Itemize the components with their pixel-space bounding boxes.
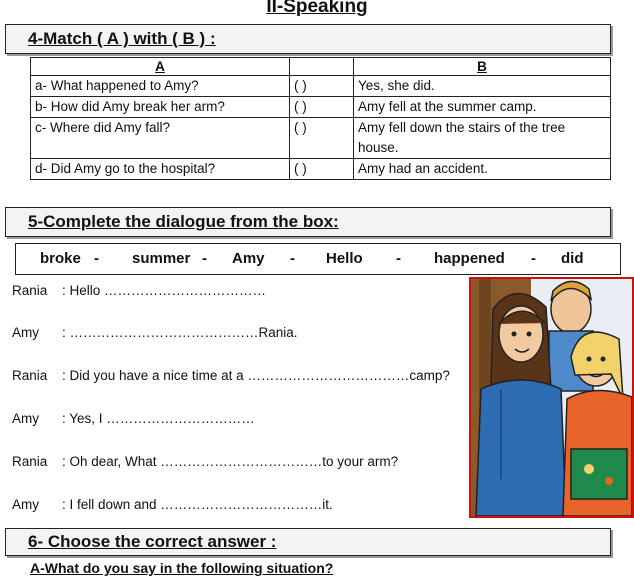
word-box [15, 243, 621, 275]
section4-heading: 4-Match ( A ) with ( B ) : [28, 29, 216, 48]
section4-header [5, 24, 611, 54]
dialogue-line [12, 497, 333, 512]
dialogue-text: : ……………………………………Rania. [62, 325, 298, 340]
speaker-name: Amy [12, 325, 39, 340]
dialogue-line [12, 283, 266, 298]
row-a-question: c- Where did Amy fall? [31, 118, 290, 159]
dialogue-text: : I fell down and ………………………………it. [62, 497, 333, 512]
table-row [31, 159, 611, 180]
row-b-answer: Amy fell down the stairs of the tree house. [354, 118, 611, 159]
dialogue-line [12, 411, 255, 426]
col-b-header: B [354, 58, 611, 76]
word-separator: - [94, 250, 99, 267]
speaker-name: Rania [12, 283, 48, 298]
speaker-name: Amy [12, 411, 39, 426]
table-row [31, 118, 611, 159]
speaker-name: Amy [12, 497, 39, 512]
table-row [31, 76, 611, 97]
row-b-answer: Amy fell at the summer camp. [354, 97, 611, 118]
dialogue-text: : Oh dear, What ………………………………to your arm? [62, 454, 399, 469]
section5-heading: 5-Complete the dialogue from the box: [28, 212, 339, 231]
word-separator: - [202, 250, 207, 267]
dialogue-line [12, 368, 450, 383]
page-title: II-Speaking [266, 0, 368, 17]
section6-header [5, 528, 611, 556]
answer-slot[interactable]: ( ) [290, 76, 354, 97]
section6-subheading: A-What do you say in the following situation? [30, 560, 334, 576]
word-happened: happened [434, 250, 505, 267]
dialogue-text: : Yes, I …………………………… [62, 411, 255, 426]
section5-header [5, 207, 611, 237]
word-did: did [561, 250, 584, 267]
dialogue-line [12, 454, 398, 469]
col-paren-header [290, 58, 354, 76]
children-cartoon-icon [471, 279, 632, 516]
word-summer: summer [132, 250, 191, 267]
section6-heading: 6- Choose the correct answer : [28, 532, 277, 551]
word-separator: - [290, 250, 295, 267]
dialogue-text: : Hello ……………………………… [62, 283, 267, 298]
speaker-name: Rania [12, 368, 48, 383]
answer-slot[interactable]: ( ) [290, 159, 354, 180]
answer-slot[interactable]: ( ) [290, 97, 354, 118]
word-broke: broke [40, 250, 81, 267]
row-a-question: a- What happened to Amy? [31, 76, 290, 97]
dialogue-text: : Did you have a nice time at a ………………………………camp? [62, 368, 450, 383]
children-illustration [469, 277, 634, 518]
word-hello: Hello [326, 250, 363, 267]
word-amy: Amy [232, 250, 265, 267]
row-a-question: b- How did Amy break her arm? [31, 97, 290, 118]
row-b-answer: Amy had an accident. [354, 159, 611, 180]
col-a-header: A [31, 58, 290, 76]
table-header-row [31, 58, 611, 76]
answer-slot[interactable]: ( ) [290, 118, 354, 159]
table-row [31, 97, 611, 118]
match-table [30, 57, 611, 180]
row-b-answer: Yes, she did. [354, 76, 611, 97]
word-separator: - [396, 250, 401, 267]
word-separator: - [531, 250, 536, 267]
speaker-name: Rania [12, 454, 48, 469]
row-a-question: d- Did Amy go to the hospital? [31, 159, 290, 180]
dialogue-line [12, 325, 298, 340]
